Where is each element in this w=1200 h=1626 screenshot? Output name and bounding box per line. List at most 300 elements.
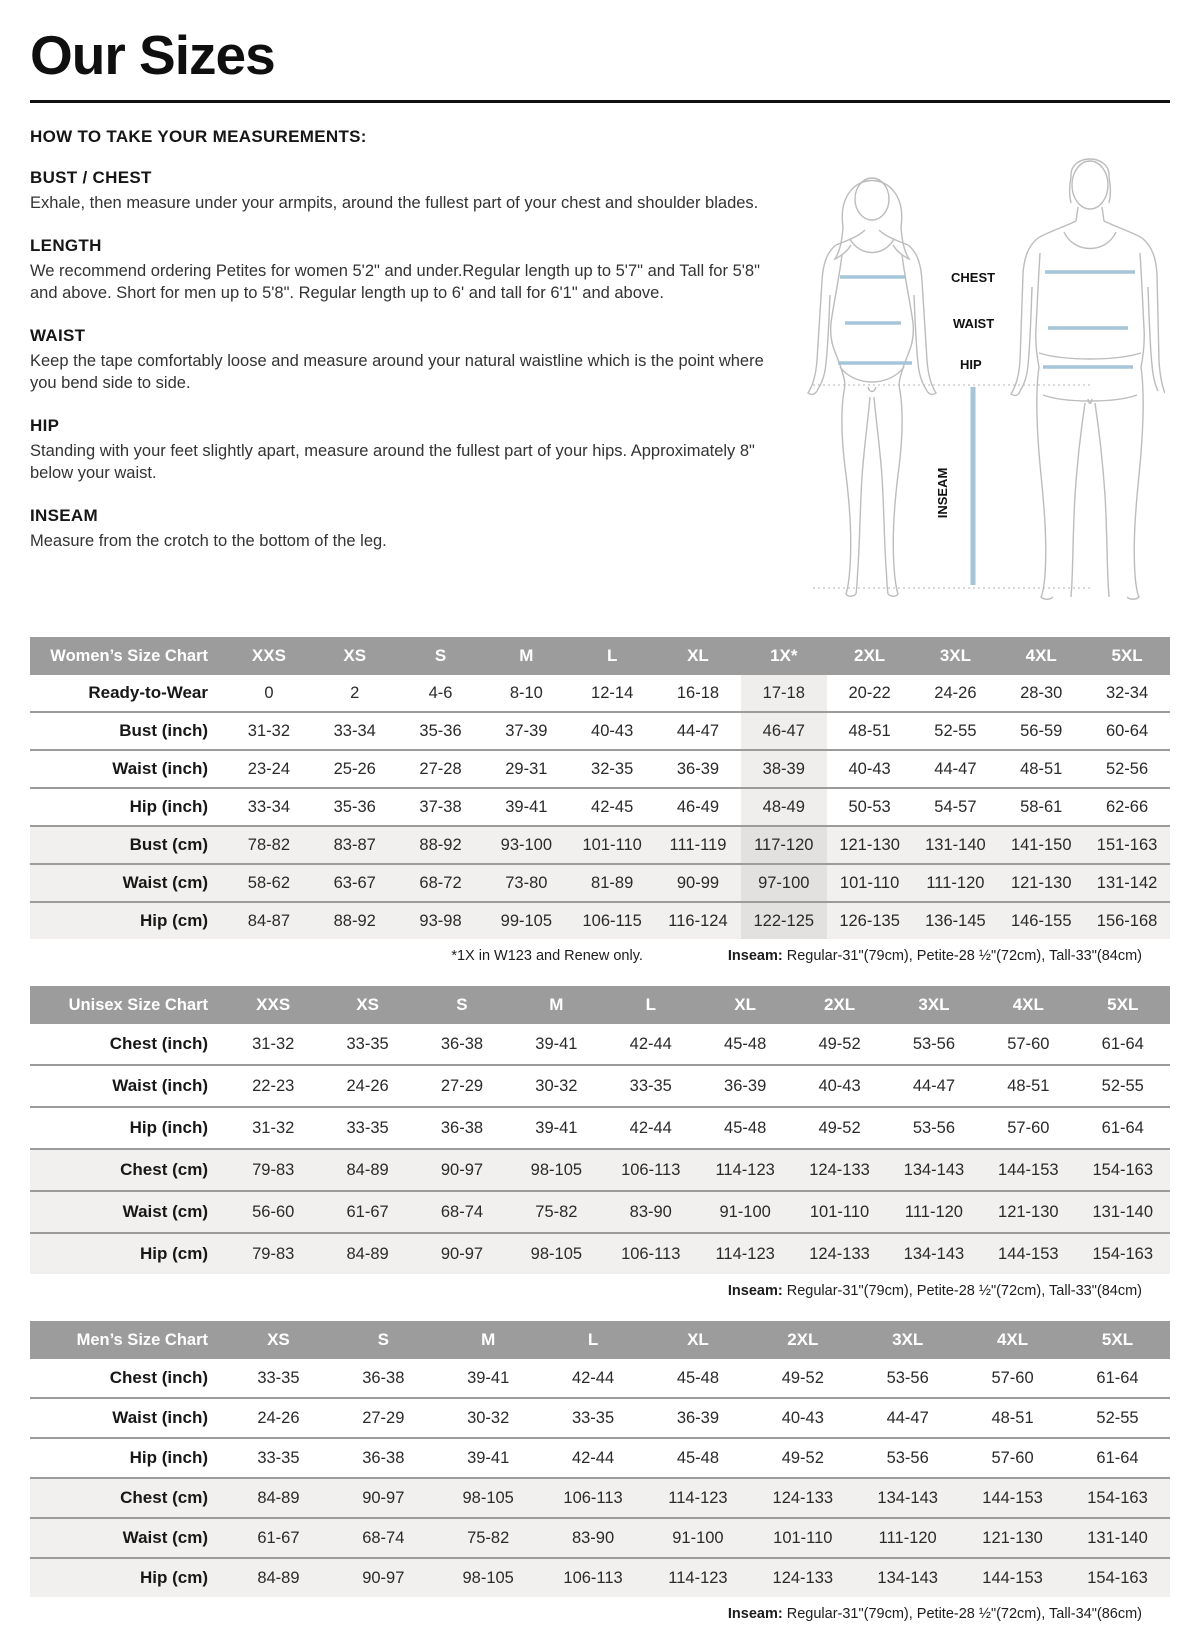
table-header-row xyxy=(30,637,1170,675)
row-label: Chest (cm) xyxy=(30,1478,226,1518)
size-value-cell: 90-97 xyxy=(331,1478,436,1518)
footnote-inseam xyxy=(728,1283,1142,1299)
size-value-cell: 24-26 xyxy=(226,1398,331,1438)
size-value-cell: 101-110 xyxy=(750,1518,855,1558)
size-value-cell: 17-18 xyxy=(741,675,827,712)
table-row xyxy=(30,1065,1170,1107)
table-title: Women’s Size Chart xyxy=(30,637,226,675)
table-row xyxy=(30,1438,1170,1478)
size-value-cell: 35-36 xyxy=(312,788,398,826)
size-column-header: 5XL xyxy=(1084,637,1170,675)
size-value-cell: 39-41 xyxy=(436,1359,541,1398)
size-value-cell: 36-39 xyxy=(646,1398,751,1438)
size-value-cell: 54-57 xyxy=(913,788,999,826)
size-value-cell: 106-113 xyxy=(604,1149,698,1191)
size-value-cell: 37-39 xyxy=(483,712,569,750)
size-value-cell: 31-32 xyxy=(226,1107,320,1149)
size-value-cell: 31-32 xyxy=(226,712,312,750)
size-value-cell: 68-74 xyxy=(331,1518,436,1558)
size-column-header: 5XL xyxy=(1065,1321,1170,1359)
size-value-cell: 81-89 xyxy=(569,864,655,902)
size-column-header: XXS xyxy=(226,637,312,675)
size-column-header: S xyxy=(398,637,484,675)
size-value-cell: 38-39 xyxy=(741,750,827,788)
size-column-header: 4XL xyxy=(998,637,1084,675)
size-value-cell: 61-64 xyxy=(1065,1438,1170,1478)
size-value-cell: 111-120 xyxy=(855,1518,960,1558)
size-value-cell: 53-56 xyxy=(855,1438,960,1478)
row-label: Waist (inch) xyxy=(30,1398,226,1438)
size-value-cell: 136-145 xyxy=(913,902,999,939)
size-value-cell: 42-44 xyxy=(604,1024,698,1065)
size-value-cell: 27-29 xyxy=(415,1065,509,1107)
women-size-chart-block xyxy=(30,637,1170,964)
page-title: Our Sizes xyxy=(30,24,275,86)
row-label: Chest (inch) xyxy=(30,1359,226,1398)
size-value-cell: 144-153 xyxy=(981,1149,1075,1191)
size-value-cell: 73-80 xyxy=(483,864,569,902)
guide-section-inseam xyxy=(30,506,778,553)
table-row xyxy=(30,864,1170,902)
size-column-header: L xyxy=(541,1321,646,1359)
size-value-cell: 53-56 xyxy=(855,1359,960,1398)
size-value-cell: 57-60 xyxy=(960,1438,1065,1478)
size-value-cell: 46-47 xyxy=(741,712,827,750)
size-value-cell: 84-89 xyxy=(226,1478,331,1518)
size-value-cell: 144-153 xyxy=(981,1233,1075,1274)
row-label: Waist (cm) xyxy=(30,1518,226,1558)
size-value-cell: 63-67 xyxy=(312,864,398,902)
row-label: Hip (cm) xyxy=(30,902,226,939)
size-value-cell: 37-38 xyxy=(398,788,484,826)
size-value-cell: 57-60 xyxy=(960,1359,1065,1398)
size-value-cell: 98-105 xyxy=(436,1558,541,1597)
size-value-cell: 39-41 xyxy=(509,1107,603,1149)
size-value-cell: 49-52 xyxy=(792,1024,886,1065)
size-value-cell: 27-29 xyxy=(331,1398,436,1438)
size-value-cell: 33-35 xyxy=(541,1398,646,1438)
table-row xyxy=(30,1518,1170,1558)
size-value-cell: 53-56 xyxy=(887,1024,981,1065)
size-value-cell: 52-55 xyxy=(1065,1398,1170,1438)
row-label: Waist (inch) xyxy=(30,750,226,788)
size-column-header: XL xyxy=(655,637,741,675)
size-value-cell: 91-100 xyxy=(646,1518,751,1558)
size-value-cell: 111-120 xyxy=(913,864,999,902)
size-value-cell: 32-35 xyxy=(569,750,655,788)
size-column-header: L xyxy=(569,637,655,675)
size-value-cell: 32-34 xyxy=(1084,675,1170,712)
size-value-cell: 106-113 xyxy=(604,1233,698,1274)
size-value-cell: 49-52 xyxy=(792,1107,886,1149)
inseam-footnote-label: Inseam: xyxy=(727,1606,783,1623)
size-value-cell: 146-155 xyxy=(998,902,1084,939)
size-column-header: XS xyxy=(312,637,398,675)
table-row xyxy=(30,788,1170,826)
size-value-cell: 90-97 xyxy=(415,1233,509,1274)
size-value-cell: 111-120 xyxy=(887,1191,981,1233)
size-value-cell: 36-38 xyxy=(415,1024,509,1065)
size-column-header: XS xyxy=(320,986,414,1024)
inseam-footnote-label: Inseam: xyxy=(727,1283,783,1300)
size-value-cell: 25-26 xyxy=(312,750,398,788)
row-label: Hip (inch) xyxy=(30,788,226,826)
size-value-cell: 48-51 xyxy=(998,750,1084,788)
table-header-row xyxy=(30,1321,1170,1359)
size-value-cell: 75-82 xyxy=(436,1518,541,1558)
size-value-cell: 134-143 xyxy=(855,1558,960,1597)
size-column-header: M xyxy=(483,637,569,675)
inseam-footnote-text: Regular-31"(79cm), Petite-28 ½"(72cm), Tall-33"(84cm) xyxy=(782,1283,1142,1300)
size-value-cell: 36-39 xyxy=(655,750,741,788)
section-title: HIP xyxy=(30,416,60,436)
size-value-cell: 116-124 xyxy=(655,902,741,939)
size-value-cell: 154-163 xyxy=(1076,1233,1170,1274)
size-column-header: S xyxy=(331,1321,436,1359)
size-value-cell: 49-52 xyxy=(750,1359,855,1398)
size-value-cell: 144-153 xyxy=(960,1478,1065,1518)
size-value-cell: 61-64 xyxy=(1076,1024,1170,1065)
size-value-cell: 93-98 xyxy=(398,902,484,939)
unisex-size-chart-block xyxy=(30,986,1170,1299)
row-label: Chest (cm) xyxy=(30,1149,226,1191)
size-value-cell: 33-34 xyxy=(312,712,398,750)
row-label: Bust (inch) xyxy=(30,712,226,750)
size-value-cell: 48-49 xyxy=(741,788,827,826)
size-value-cell: 134-143 xyxy=(887,1233,981,1274)
size-value-cell: 121-130 xyxy=(960,1518,1065,1558)
table-row xyxy=(30,902,1170,939)
size-value-cell: 57-60 xyxy=(981,1107,1075,1149)
footnote-inseam xyxy=(728,1606,1142,1622)
table-row xyxy=(30,1558,1170,1597)
size-value-cell: 114-123 xyxy=(698,1149,792,1191)
size-value-cell: 131-140 xyxy=(1065,1518,1170,1558)
size-value-cell: 30-32 xyxy=(436,1398,541,1438)
size-value-cell: 56-59 xyxy=(998,712,1084,750)
men-size-chart-block xyxy=(30,1321,1170,1622)
size-value-cell: 154-163 xyxy=(1076,1149,1170,1191)
size-column-header: XS xyxy=(226,1321,331,1359)
size-value-cell: 52-55 xyxy=(913,712,999,750)
size-value-cell: 24-26 xyxy=(913,675,999,712)
size-column-header: XL xyxy=(646,1321,751,1359)
table-row xyxy=(30,1107,1170,1149)
guide-section-waist xyxy=(30,326,778,395)
size-value-cell: 29-31 xyxy=(483,750,569,788)
size-value-cell: 57-60 xyxy=(981,1024,1075,1065)
size-column-header: 4XL xyxy=(981,986,1075,1024)
measurement-guide xyxy=(30,127,1170,605)
waist-label: WAIST xyxy=(953,316,995,332)
inseam-footnote-text: Regular-31"(79cm), Petite-28 ½"(72cm), Tall-33"(84cm) xyxy=(782,948,1142,965)
size-value-cell: 36-38 xyxy=(331,1359,436,1398)
size-value-cell: 42-45 xyxy=(569,788,655,826)
size-value-cell: 2 xyxy=(312,675,398,712)
size-value-cell: 131-140 xyxy=(1076,1191,1170,1233)
size-value-cell: 52-55 xyxy=(1076,1065,1170,1107)
size-value-cell: 121-130 xyxy=(981,1191,1075,1233)
size-column-header: XL xyxy=(698,986,792,1024)
size-value-cell: 124-133 xyxy=(792,1233,886,1274)
reference-dotted-lines xyxy=(813,385,1093,588)
size-value-cell: 0 xyxy=(226,675,312,712)
row-label: Hip (inch) xyxy=(30,1107,226,1149)
section-body: We recommend ordering Petites for women 5'2" and under.Regular length up to 5'7" and Tall for 5'8" and above. Short for men up to 5'8". Regular length up to 6' and tall for 6'1" and above. xyxy=(30,262,760,303)
size-value-cell: 131-142 xyxy=(1084,864,1170,902)
size-value-cell: 24-26 xyxy=(320,1065,414,1107)
size-value-cell: 61-67 xyxy=(320,1191,414,1233)
size-value-cell: 144-153 xyxy=(960,1558,1065,1597)
size-value-cell: 62-66 xyxy=(1084,788,1170,826)
section-title: LENGTH xyxy=(30,236,102,256)
size-value-cell: 61-64 xyxy=(1076,1107,1170,1149)
size-value-cell: 101-110 xyxy=(827,864,913,902)
size-value-cell: 61-64 xyxy=(1065,1359,1170,1398)
row-label: Hip (cm) xyxy=(30,1233,226,1274)
size-value-cell: 44-47 xyxy=(913,750,999,788)
chest-label: CHEST xyxy=(951,270,996,286)
size-value-cell: 121-130 xyxy=(998,864,1084,902)
size-value-cell: 40-43 xyxy=(569,712,655,750)
size-value-cell: 45-48 xyxy=(646,1359,751,1398)
table-row xyxy=(30,1233,1170,1274)
size-value-cell: 101-110 xyxy=(792,1191,886,1233)
table-row xyxy=(30,1024,1170,1065)
size-value-cell: 83-90 xyxy=(604,1191,698,1233)
table-row xyxy=(30,1191,1170,1233)
women-chart-footnotes xyxy=(30,948,1170,964)
size-column-header: 2XL xyxy=(750,1321,855,1359)
table-row xyxy=(30,1398,1170,1438)
size-value-cell: 40-43 xyxy=(750,1398,855,1438)
size-value-cell: 154-163 xyxy=(1065,1558,1170,1597)
size-value-cell: 126-135 xyxy=(827,902,913,939)
section-body: Exhale, then measure under your armpits, around the fullest part of your chest and shoulder blades. xyxy=(30,194,759,213)
size-value-cell: 93-100 xyxy=(483,826,569,864)
size-value-cell: 31-32 xyxy=(226,1024,320,1065)
size-value-cell: 75-82 xyxy=(509,1191,603,1233)
size-value-cell: 98-105 xyxy=(509,1149,603,1191)
size-column-header: 3XL xyxy=(855,1321,960,1359)
size-value-cell: 121-130 xyxy=(827,826,913,864)
body-measurement-diagram xyxy=(775,135,1165,605)
size-value-cell: 48-51 xyxy=(827,712,913,750)
size-column-header: M xyxy=(436,1321,541,1359)
size-value-cell: 106-115 xyxy=(569,902,655,939)
size-value-cell: 83-87 xyxy=(312,826,398,864)
table-row xyxy=(30,675,1170,712)
size-value-cell: 42-44 xyxy=(604,1107,698,1149)
size-value-cell: 98-105 xyxy=(436,1478,541,1518)
size-value-cell: 27-28 xyxy=(398,750,484,788)
size-value-cell: 56-60 xyxy=(226,1191,320,1233)
unisex-size-table xyxy=(30,986,1170,1274)
size-value-cell: 101-110 xyxy=(569,826,655,864)
section-title: WAIST xyxy=(30,326,86,346)
guide-section-bust-chest xyxy=(30,168,778,215)
size-value-cell: 131-140 xyxy=(913,826,999,864)
row-label: Waist (inch) xyxy=(30,1065,226,1107)
size-value-cell: 20-22 xyxy=(827,675,913,712)
size-value-cell: 22-23 xyxy=(226,1065,320,1107)
size-value-cell: 45-48 xyxy=(698,1107,792,1149)
size-value-cell: 44-47 xyxy=(855,1398,960,1438)
size-value-cell: 124-133 xyxy=(750,1478,855,1518)
size-value-cell: 36-38 xyxy=(415,1107,509,1149)
guide-section-length xyxy=(30,236,778,305)
size-value-cell: 79-83 xyxy=(226,1149,320,1191)
size-column-header: XXS xyxy=(226,986,320,1024)
table-row xyxy=(30,1149,1170,1191)
size-value-cell: 50-53 xyxy=(827,788,913,826)
size-value-cell: 99-105 xyxy=(483,902,569,939)
size-value-cell: 60-64 xyxy=(1084,712,1170,750)
size-value-cell: 42-44 xyxy=(541,1359,646,1398)
size-value-cell: 106-113 xyxy=(541,1478,646,1518)
size-value-cell: 58-62 xyxy=(226,864,312,902)
size-value-cell: 84-89 xyxy=(320,1233,414,1274)
size-value-cell: 79-83 xyxy=(226,1233,320,1274)
woman-figure-outline xyxy=(808,178,936,596)
table-header-row xyxy=(30,986,1170,1024)
size-value-cell: 124-133 xyxy=(750,1558,855,1597)
size-value-cell: 106-113 xyxy=(541,1558,646,1597)
size-value-cell: 84-89 xyxy=(320,1149,414,1191)
size-value-cell: 117-120 xyxy=(741,826,827,864)
size-value-cell: 33-35 xyxy=(226,1359,331,1398)
size-value-cell: 23-24 xyxy=(226,750,312,788)
size-value-cell: 111-119 xyxy=(655,826,741,864)
section-title: BUST / CHEST xyxy=(30,168,152,188)
size-value-cell: 68-72 xyxy=(398,864,484,902)
table-row xyxy=(30,1359,1170,1398)
size-value-cell: 39-41 xyxy=(483,788,569,826)
title-divider xyxy=(30,100,1170,103)
size-value-cell: 97-100 xyxy=(741,864,827,902)
size-value-cell: 42-44 xyxy=(541,1438,646,1478)
measurements-heading: HOW TO TAKE YOUR MEASUREMENTS: xyxy=(30,127,367,147)
size-column-header: 2XL xyxy=(792,986,886,1024)
size-column-header: 4XL xyxy=(960,1321,1065,1359)
table-title: Men’s Size Chart xyxy=(30,1321,226,1359)
size-value-cell: 88-92 xyxy=(312,902,398,939)
size-value-cell: 33-35 xyxy=(320,1107,414,1149)
size-value-cell: 36-39 xyxy=(698,1065,792,1107)
size-column-header: L xyxy=(604,986,698,1024)
size-value-cell: 156-168 xyxy=(1084,902,1170,939)
section-body: Standing with your feet slightly apart, measure around the fullest part of your hips. Approximately 8" below your waist. xyxy=(30,442,755,483)
size-value-cell: 58-61 xyxy=(998,788,1084,826)
size-value-cell: 36-38 xyxy=(331,1438,436,1478)
size-value-cell: 30-32 xyxy=(509,1065,603,1107)
table-title: Unisex Size Chart xyxy=(30,986,226,1024)
size-value-cell: 134-143 xyxy=(855,1478,960,1518)
size-value-cell: 40-43 xyxy=(827,750,913,788)
section-body: Measure from the crotch to the bottom of the leg. xyxy=(30,531,387,550)
row-label: Chest (inch) xyxy=(30,1024,226,1065)
size-value-cell: 53-56 xyxy=(887,1107,981,1149)
row-label: Ready-to-Wear xyxy=(30,675,226,712)
size-value-cell: 154-163 xyxy=(1065,1478,1170,1518)
size-column-header: S xyxy=(415,986,509,1024)
size-column-header: 5XL xyxy=(1076,986,1170,1024)
size-value-cell: 124-133 xyxy=(792,1149,886,1191)
size-value-cell: 122-125 xyxy=(741,902,827,939)
row-label: Hip (inch) xyxy=(30,1438,226,1478)
women-size-table xyxy=(30,637,1170,939)
row-label: Waist (cm) xyxy=(30,864,226,902)
size-value-cell: 28-30 xyxy=(998,675,1084,712)
size-value-cell: 16-18 xyxy=(655,675,741,712)
size-value-cell: 134-143 xyxy=(887,1149,981,1191)
size-value-cell: 68-74 xyxy=(415,1191,509,1233)
size-value-cell: 33-35 xyxy=(226,1438,331,1478)
footnote-inseam xyxy=(728,948,1142,964)
size-value-cell: 33-35 xyxy=(604,1065,698,1107)
size-value-cell: 4-6 xyxy=(398,675,484,712)
guide-section-hip xyxy=(30,416,778,485)
men-chart-footnotes xyxy=(30,1606,1170,1622)
size-value-cell: 39-41 xyxy=(509,1024,603,1065)
size-column-header: 3XL xyxy=(913,637,999,675)
size-value-cell: 46-49 xyxy=(655,788,741,826)
size-value-cell: 12-14 xyxy=(569,675,655,712)
size-column-header: 1X* xyxy=(741,637,827,675)
size-value-cell: 98-105 xyxy=(509,1233,603,1274)
size-value-cell: 61-67 xyxy=(226,1518,331,1558)
table-row xyxy=(30,1478,1170,1518)
size-value-cell: 90-97 xyxy=(415,1149,509,1191)
size-value-cell: 45-48 xyxy=(698,1024,792,1065)
size-value-cell: 141-150 xyxy=(998,826,1084,864)
size-value-cell: 44-47 xyxy=(655,712,741,750)
inseam-footnote-label: Inseam: xyxy=(727,948,783,965)
size-value-cell: 44-47 xyxy=(887,1065,981,1107)
table-row xyxy=(30,750,1170,788)
size-value-cell: 88-92 xyxy=(398,826,484,864)
section-body: Keep the tape comfortably loose and measure around your natural waistline which is the point where you bend side to side. xyxy=(30,352,764,393)
row-label: Waist (cm) xyxy=(30,1191,226,1233)
inseam-label: INSEAM xyxy=(935,468,950,519)
size-value-cell: 33-35 xyxy=(320,1024,414,1065)
size-value-cell: 151-163 xyxy=(1084,826,1170,864)
size-value-cell: 90-99 xyxy=(655,864,741,902)
size-value-cell: 33-34 xyxy=(226,788,312,826)
size-value-cell: 90-97 xyxy=(331,1558,436,1597)
size-column-header: 2XL xyxy=(827,637,913,675)
size-value-cell: 8-10 xyxy=(483,675,569,712)
size-value-cell: 40-43 xyxy=(792,1065,886,1107)
size-value-cell: 84-87 xyxy=(226,902,312,939)
size-value-cell: 84-89 xyxy=(226,1558,331,1597)
size-column-header: M xyxy=(509,986,603,1024)
inseam-footnote-text: Regular-31"(79cm), Petite-28 ½"(72cm), Tall-34"(86cm) xyxy=(782,1606,1142,1623)
size-value-cell: 83-90 xyxy=(541,1518,646,1558)
table-row xyxy=(30,712,1170,750)
size-value-cell: 35-36 xyxy=(398,712,484,750)
size-value-cell: 48-51 xyxy=(960,1398,1065,1438)
man-figure-outline xyxy=(1011,159,1165,599)
size-value-cell: 114-123 xyxy=(698,1233,792,1274)
size-value-cell: 78-82 xyxy=(226,826,312,864)
size-value-cell: 114-123 xyxy=(646,1478,751,1518)
size-value-cell: 52-56 xyxy=(1084,750,1170,788)
unisex-chart-footnotes xyxy=(30,1283,1170,1299)
hip-label: HIP xyxy=(960,357,982,373)
footnote-1x-note: *1X in W123 and Renew only. xyxy=(451,948,643,965)
size-value-cell: 49-52 xyxy=(750,1438,855,1478)
